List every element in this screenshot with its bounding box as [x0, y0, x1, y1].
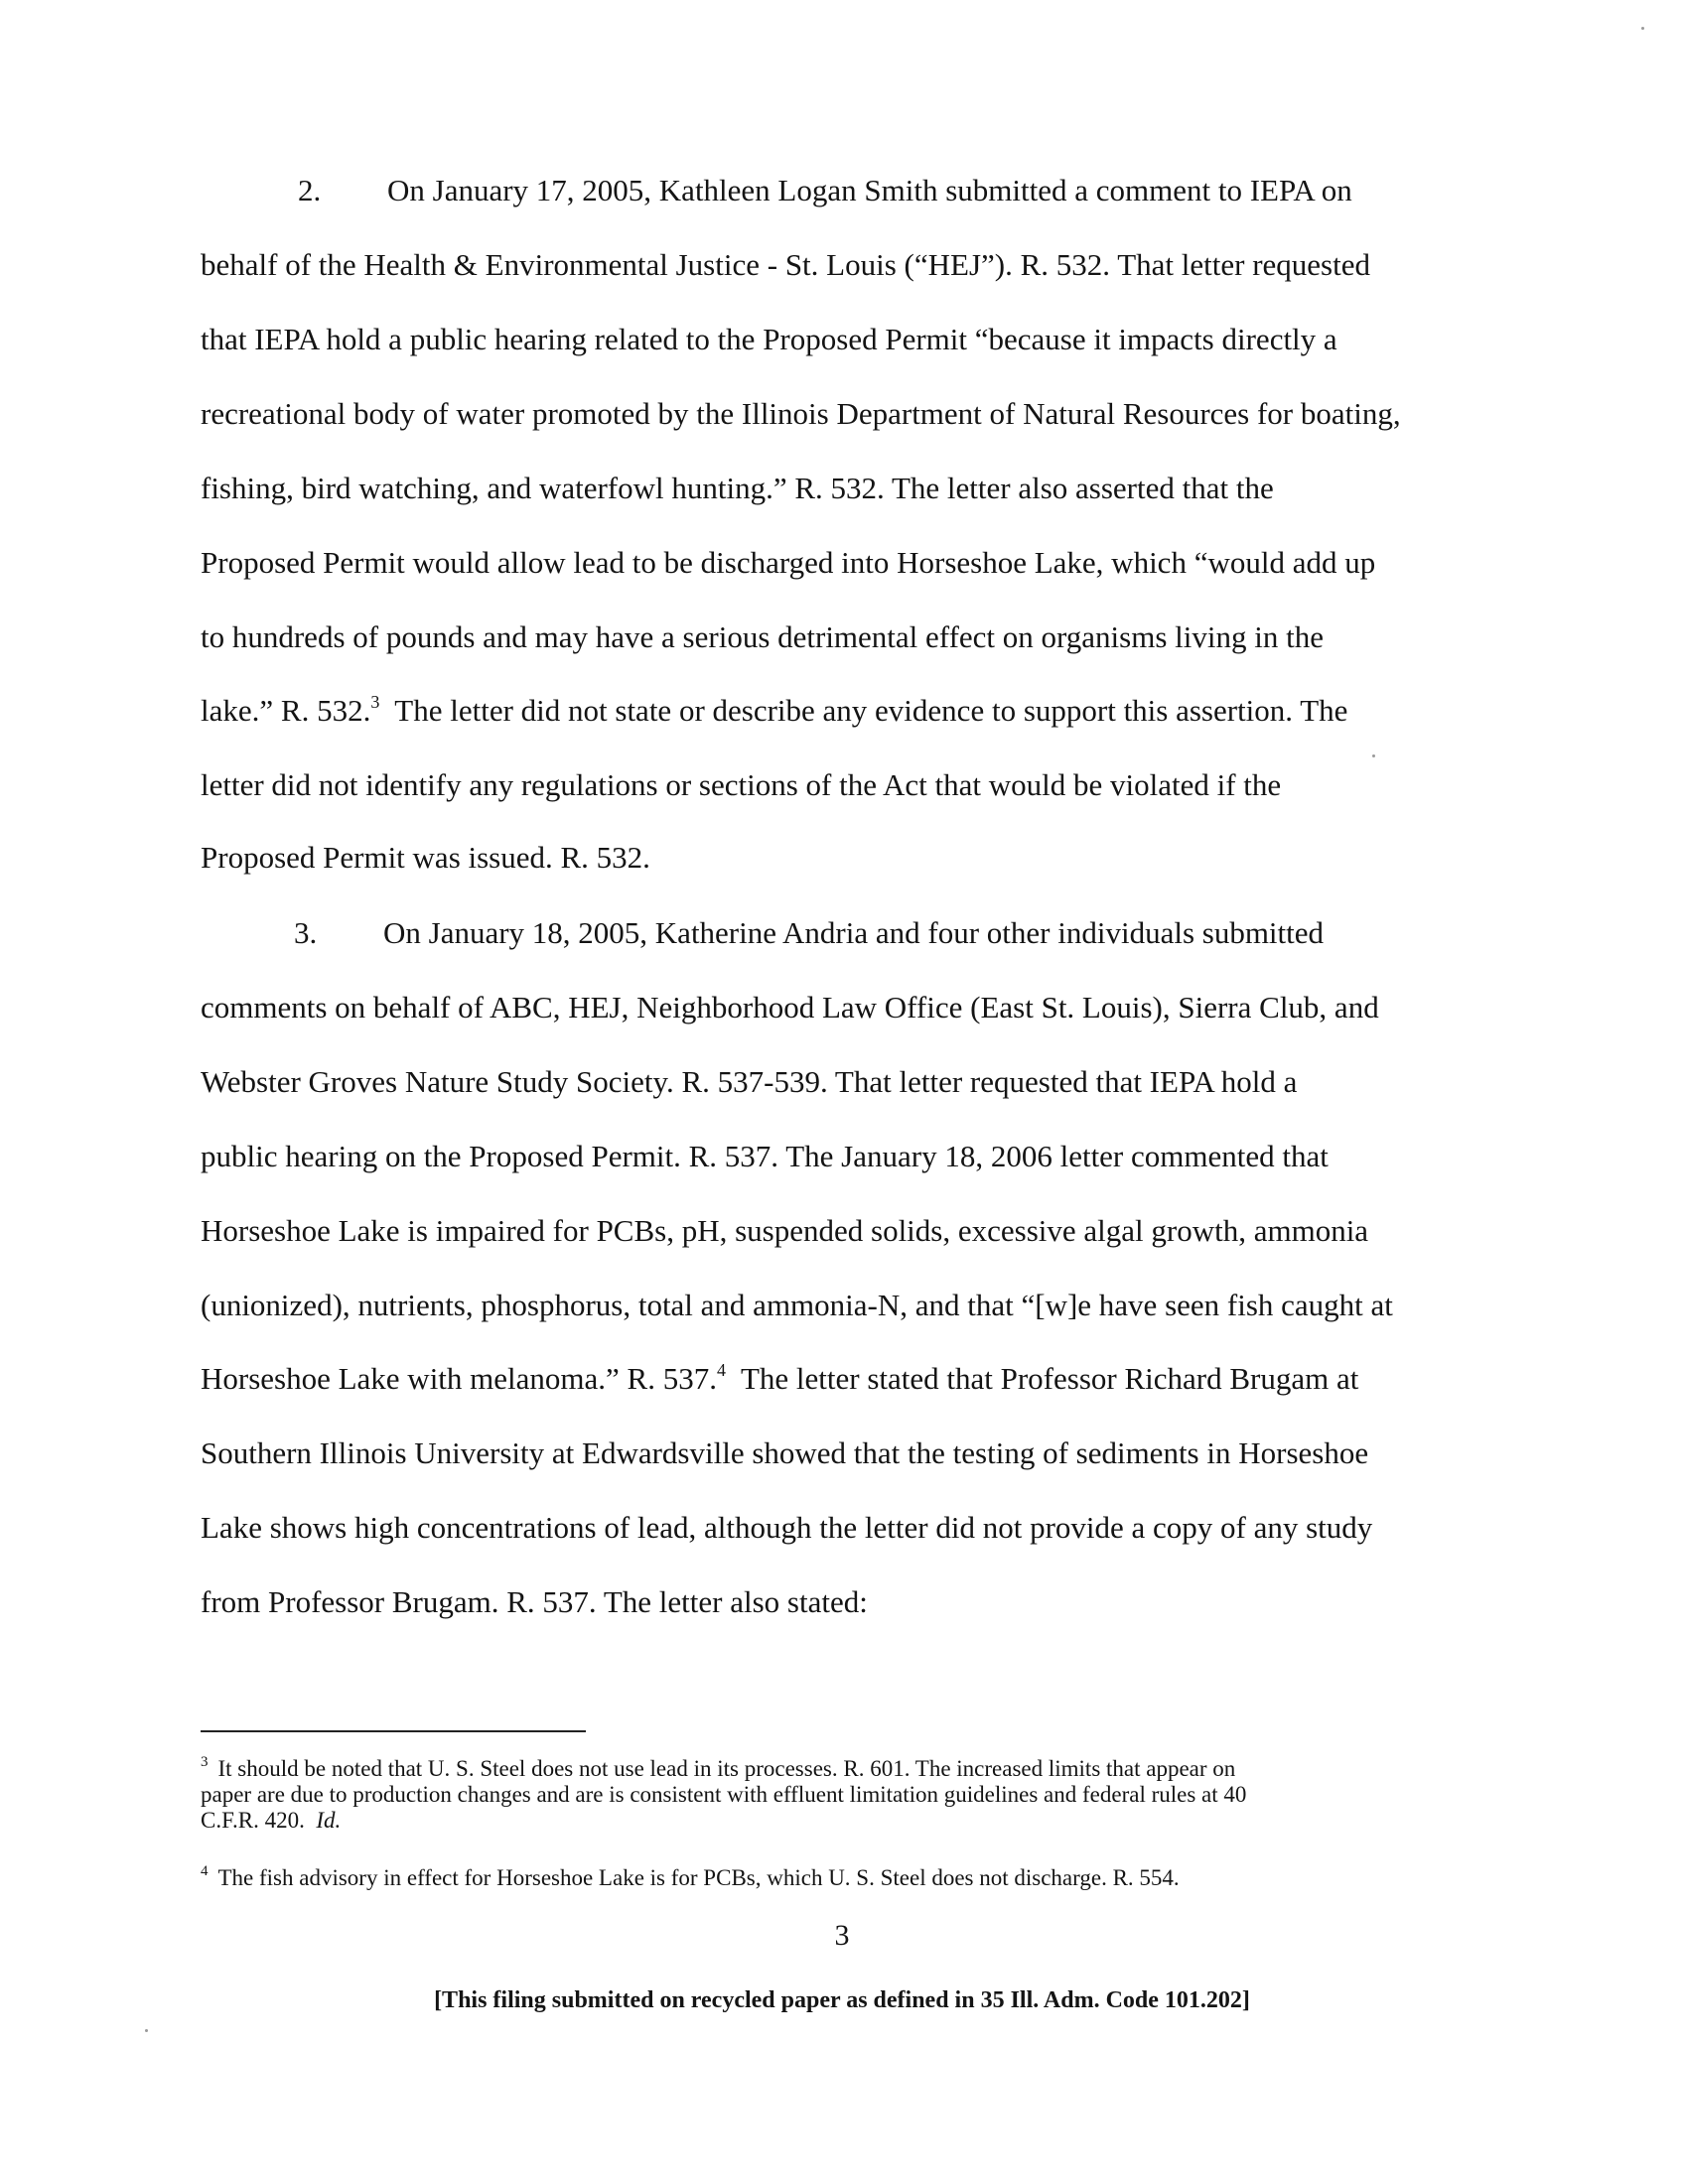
footnote-ref-3: 3: [370, 692, 380, 712]
para2-text-1: On January 17, 2005, Kathleen Logan Smith submitted a comment to IEPA on: [387, 173, 1352, 207]
footnote-divider: [201, 1730, 586, 1732]
para3-line-5: Horseshoe Lake is impaired for PCBs, pH, suspended solids, excessive algal growth, ammonia: [201, 1213, 1369, 1248]
footnote-4-text-1: The fish advisory in effect for Horseshoe Lake is for PCBs, which U. S. Steel does not discharge. R. 554.: [217, 1865, 1180, 1890]
para2-line-1: [298, 171, 1352, 210]
para2-text-8a: lake.” R. 532.: [201, 693, 371, 728]
para2-text-8b: The letter did not state or describe any evidence to support this assertion. The: [394, 693, 1348, 728]
para3-line-10: from Professor Brugam. R. 537. The letter also stated:: [201, 1584, 868, 1619]
para3-line-7: [201, 1359, 1358, 1399]
para2-line-9: letter did not identify any regulations or sections of the Act that would be violated if the: [201, 767, 1282, 802]
footnote-4-mark: 4: [201, 1863, 209, 1879]
para2-line-10: Proposed Permit was issued. R. 532.: [201, 840, 650, 875]
para2-line-7: to hundreds of pounds and may have a serious detrimental effect on organisms living in the: [201, 619, 1324, 654]
para2-line-5: fishing, bird watching, and waterfowl hunting.” R. 532. The letter also asserted that the: [201, 471, 1274, 505]
para3-text-1: On January 18, 2005, Katherine Andria and four other individuals submitted: [383, 915, 1325, 950]
para2-line-8: [201, 691, 1347, 731]
footnote-3-text-3: C.F.R. 420.: [201, 1808, 305, 1833]
para3-line-3: Webster Groves Nature Study Society. R. 537-539. That letter requested that IEPA hold a: [201, 1064, 1298, 1099]
para2-number: 2.: [298, 173, 322, 207]
scan-speck: [145, 2029, 148, 2032]
footnote-3-line-3: [201, 1807, 341, 1835]
filing-note: [This filing submitted on recycled paper as defined in 35 Ill. Adm. Code 101.202]: [434, 1987, 1250, 2013]
footnote-3-text-1: It should be noted that U. S. Steel does not use lead in its processes. R. 601. The increased limits that appear on: [217, 1756, 1236, 1781]
footnote-3-line-2: paper are due to production changes and are is consistent with effluent limitation guidelines and federal rules at 40: [201, 1782, 1247, 1807]
para3-line-4: public hearing on the Proposed Permit. R. 537. The January 18, 2006 letter commented that: [201, 1139, 1329, 1173]
footnote-3-mark: 3: [201, 1754, 209, 1770]
para3-line-1: [294, 913, 1324, 953]
para3-line-8: Southern Illinois University at Edwardsville showed that the testing of sediments in Horseshoe: [201, 1435, 1369, 1470]
footnote-ref-4: 4: [716, 1360, 726, 1380]
para3-line-2: comments on behalf of ABC, HEJ, Neighborhood Law Office (East St. Louis), Sierra Club, and: [201, 990, 1379, 1024]
para2-line-6: Proposed Permit would allow lead to be discharged into Horseshoe Lake, which “would add up: [201, 545, 1376, 580]
para2-line-3: that IEPA hold a public hearing related to the Proposed Permit “because it impacts directly a: [201, 322, 1337, 356]
para3-text-7a: Horseshoe Lake with melanoma.” R. 537.: [201, 1361, 717, 1396]
footnote-3-id: Id.: [316, 1808, 342, 1833]
scan-speck: [1641, 27, 1644, 30]
para2-line-4: recreational body of water promoted by the Illinois Department of Natural Resources for boating,: [201, 396, 1401, 431]
para3-line-6: (unionized), nutrients, phosphorus, total and ammonia-N, and that “[w]e have seen fish caught at: [201, 1288, 1393, 1322]
para3-number: 3.: [294, 915, 318, 950]
para3-line-9: Lake shows high concentrations of lead, although the letter did not provide a copy of any study: [201, 1510, 1373, 1545]
footnote-4-line-1: [201, 1864, 1180, 1892]
footnote-3-line-1: [201, 1755, 1235, 1783]
scan-speck: [1372, 754, 1375, 757]
para3-text-7b: The letter stated that Professor Richard Brugam at: [740, 1361, 1359, 1396]
para2-line-2: behalf of the Health & Environmental Justice - St. Louis (“HEJ”). R. 532. That letter requested: [201, 247, 1370, 282]
page-number: 3: [834, 1919, 850, 1952]
